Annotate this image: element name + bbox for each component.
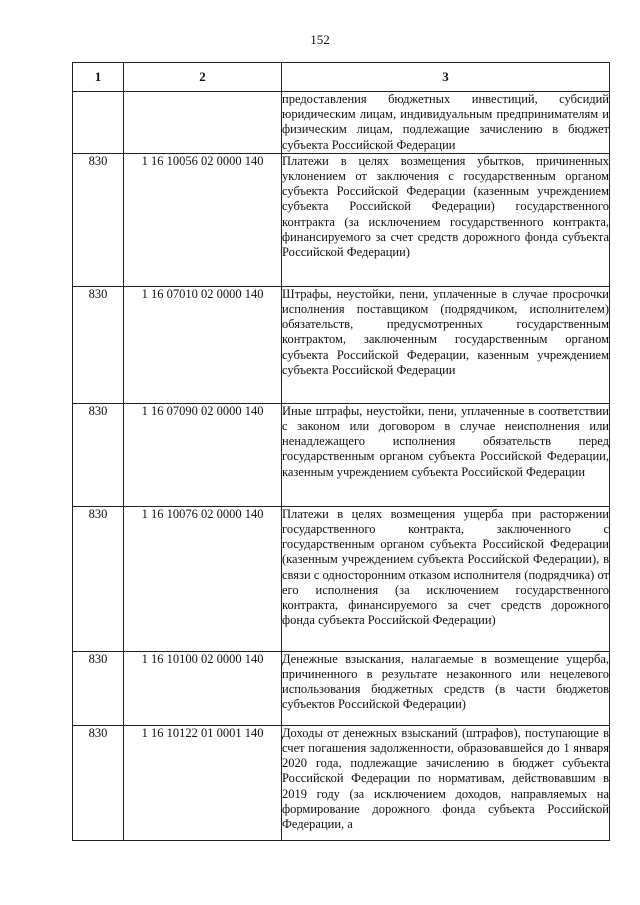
table-row: [73, 651, 610, 725]
description-cell: Доходы от денежных взысканий (штрафов), поступающие в счет погашения задолженности, образовавшейся до 1 января 2020 года, подлежащие зачислению в бюджет субъекта Российской Федерации по нормативам, действовавшим в 2019 году (за исключением доходов, направляемых на формирование дорожного фонда субъекта Российской Федерации, а: [282, 725, 610, 840]
budget-classification-code-cell: [124, 92, 282, 154]
budget-classification-code-cell: 1 16 07090 02 0000 140: [124, 403, 282, 506]
table-row: [73, 92, 610, 154]
table-row: [73, 286, 610, 403]
admin-code-cell: 830: [73, 506, 124, 651]
table-header-row: [73, 63, 610, 92]
budget-codes-table: [72, 62, 610, 841]
table-row: [73, 506, 610, 651]
admin-code-cell: 830: [73, 403, 124, 506]
column-header-3: 3: [282, 63, 610, 92]
admin-code-cell: 830: [73, 725, 124, 840]
description-cell: Штрафы, неустойки, пени, уплаченные в случае просрочки исполнения поставщиком (подрядчиком, исполнителем) обязательств, предусмотренных государственным контрактом, заключенным государственным органом субъекта Российской Федерации, казенным учреждением субъекта Российской Федерации: [282, 286, 610, 403]
column-header-2: 2: [124, 63, 282, 92]
admin-code-cell: 830: [73, 153, 124, 286]
page-number: 152: [310, 32, 330, 47]
description-cell: Денежные взыскания, налагаемые в возмещение ущерба, причиненного в результате незаконного или нецелевого использования бюджетных средств (в части бюджетов субъектов Российской Федерации): [282, 651, 610, 725]
budget-classification-code-cell: 1 16 10122 01 0001 140: [124, 725, 282, 840]
description-cell: предоставления бюджетных инвестиций, субсидий юридическим лицам, индивидуальным предпринимателям и физическим лицам, подлежащие зачислению в бюджет субъекта Российской Федерации: [282, 92, 609, 152]
table-row: [73, 725, 610, 840]
budget-classification-code-cell: 1 16 07010 02 0000 140: [124, 286, 282, 403]
admin-code-cell: [73, 92, 124, 154]
table-row: [73, 153, 610, 286]
table-row: [73, 403, 610, 506]
description-cell: Иные штрафы, неустойки, пени, уплаченные в соответствии с законом или договором в случае неисполнения или ненадлежащего исполнения обязательств перед государственным органом субъекта Российской Федерации, казенным учреждением субъекта Российской Федерации: [282, 403, 610, 506]
admin-code-cell: 830: [73, 286, 124, 403]
description-cell: Платежи в целях возмещения убытков, причиненных уклонением от заключения с государственным органом субъекта Российской Федерации (казенным учреждением субъекта Российской Федерации) государственного контракта (за исключением государственного контракта, финансируемого за счет средств дорожного фонда субъекта Российской Федерации): [282, 153, 610, 286]
budget-classification-code-cell: 1 16 10100 02 0000 140: [124, 651, 282, 725]
budget-classification-code-cell: 1 16 10056 02 0000 140: [124, 153, 282, 286]
column-header-1: 1: [73, 63, 124, 92]
admin-code-cell: 830: [73, 651, 124, 725]
description-cell: Платежи в целях возмещения ущерба при расторжении государственного контракта, заключенного с государственным органом субъекта Российской Федерации (казенным учреждением субъекта Российской Федерации), в связи с односторонним отказом исполнителя (подрядчика) от его исполнения (за исключением государственного контракта, финансируемого за счет средств дорожного фонда субъекта Российской Федерации): [282, 506, 610, 651]
budget-classification-code-cell: 1 16 10076 02 0000 140: [124, 506, 282, 651]
